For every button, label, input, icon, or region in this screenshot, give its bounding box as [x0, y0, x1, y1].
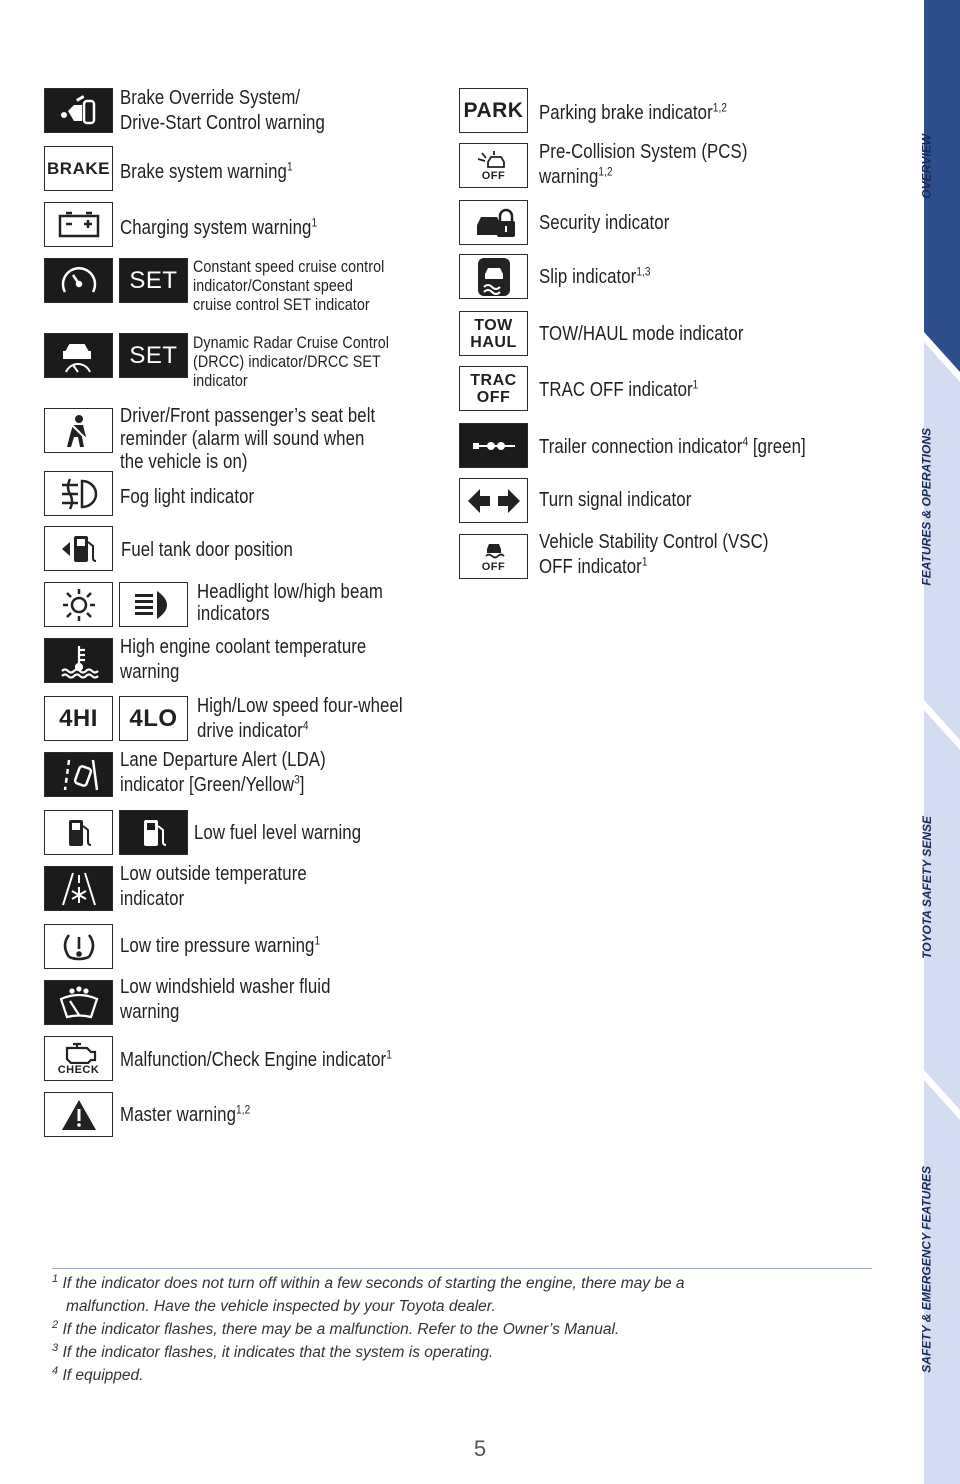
coolant-temperature-icon [44, 638, 113, 683]
trailer-label: Trailer connection indicator$^4$ [green] [539, 434, 806, 458]
fuel-pump-icon [44, 810, 113, 855]
turn-signal-icon [459, 478, 528, 523]
radar-cruise-icon [44, 333, 113, 378]
tab-overview[interactable]: OVERVIEW [920, 134, 934, 199]
footnote-1: $^1$ If the indicator does not turn off within a few seconds of starting the engine, there may be a [52, 1272, 685, 1292]
trac-off-label: TRAC OFF indicator$^1$ [539, 377, 699, 401]
high-beam-icon [119, 582, 188, 627]
cruise-control-label: Constant speed cruise control indicator/Constant speed cruise control SET indicator [193, 257, 385, 314]
vsc-off-icon: OFF [459, 534, 528, 579]
brake-system-label: Brake system warning$^1$ [120, 159, 293, 183]
footnote-2: $^2$ If the indicator flashes, there may be a malfunction. Refer to the Owner’s Manual. [52, 1318, 620, 1338]
car-lock-icon [459, 200, 528, 245]
tow-haul-icon: TOW HAUL [459, 311, 528, 356]
4lo-icon: 4LO [119, 696, 188, 741]
speedometer-icon [44, 258, 113, 303]
park-text-icon: PARK [459, 88, 528, 133]
trailer-icon [459, 423, 528, 468]
4hi-icon: 4HI [44, 696, 113, 741]
slip-label: Slip indicator$^{1,3}$ [539, 264, 651, 288]
master-warning-label: Master warning$^{1,2}$ [120, 1102, 251, 1126]
headlight-label: Headlight low/high beam indicators [197, 581, 383, 625]
tow-haul-label: TOW/HAUL mode indicator [539, 323, 744, 345]
trac-off-icon: TRAC OFF [459, 366, 528, 411]
lane-departure-icon [44, 752, 113, 797]
security-label: Security indicator [539, 212, 670, 234]
headlight-icon [44, 582, 113, 627]
low-fuel-label: Low fuel level warning [194, 822, 362, 844]
footnote-4: $^4$ If equipped. [52, 1364, 144, 1384]
washer-fluid-icon [44, 980, 113, 1025]
pcs-off-icon: OFF [459, 143, 528, 188]
tire-pressure-label: Low tire pressure warning$^1$ [120, 933, 321, 957]
check-engine-icon: CHECK [44, 1036, 113, 1081]
footnote-1-cont: malfunction. Have the vehicle inspected by your Toyota dealer. [66, 1298, 496, 1315]
washer-fluid-label: Low windshield washer fluid warning [120, 976, 331, 1023]
snowflake-road-icon [44, 866, 113, 911]
four-wheel-label: High/Low speed four-wheel drive indicator$^4$ [197, 695, 403, 742]
fog-light-icon [44, 471, 113, 516]
page-number: 5 [473, 1436, 487, 1461]
slip-icon [459, 254, 528, 299]
warning-triangle-icon [44, 1092, 113, 1137]
charging-system-label: Charging system warning$^1$ [120, 215, 318, 239]
drcc-label: Dynamic Radar Cruise Control (DRCC) indicator/DRCC SET indicator [193, 333, 389, 390]
tab-safety-emergency[interactable]: SAFETY & EMERGENCY FEATURES [920, 1166, 934, 1373]
outside-temp-label: Low outside temperature indicator [120, 863, 307, 910]
battery-icon [44, 202, 113, 247]
tab-features-operations[interactable]: FEATURES & OPERATIONS [920, 428, 934, 586]
tab-toyota-safety-sense[interactable]: TOYOTA SAFETY SENSE [920, 816, 934, 959]
check-engine-label: Malfunction/Check Engine indicator$^1$ [120, 1047, 392, 1071]
vsc-off-label: Vehicle Stability Control (VSC) OFF indicator$^1$ [539, 531, 769, 578]
fuel-door-icon [44, 526, 113, 571]
fuel-pump-dark-icon [119, 810, 188, 855]
brake-override-icon [44, 88, 113, 133]
pcs-label: Pre-Collision System (PCS) warning$^{1,2}$ [539, 141, 748, 188]
parking-brake-label: Parking brake indicator$^{1,2}$ [539, 100, 728, 124]
fuel-door-label: Fuel tank door position [121, 539, 293, 561]
brake-text-icon: BRAKE [44, 146, 113, 191]
turn-signal-label: Turn signal indicator [539, 489, 692, 511]
seat-belt-label: Driver/Front passenger’s seat belt reminder (alarm will sound when the vehicle is on) [120, 405, 376, 473]
cruise-set-icon: SET [119, 258, 188, 303]
tire-pressure-icon [44, 924, 113, 969]
coolant-temp-label: High engine coolant temperature warning [120, 636, 367, 683]
footnote-divider [52, 1268, 872, 1269]
lda-label: Lane Departure Alert (LDA) indicator [Green/Yellow$^3$] [120, 749, 326, 796]
fog-light-label: Fog light indicator [120, 486, 255, 508]
drcc-set-icon: SET [119, 333, 188, 378]
footnotes [52, 1272, 872, 1387]
brake-override-label: Brake Override System/ Drive-Start Control warning [120, 87, 325, 134]
footnote-3: $^3$ If the indicator flashes, it indicates that the system is operating. [52, 1341, 494, 1361]
seat-belt-icon [44, 408, 113, 453]
